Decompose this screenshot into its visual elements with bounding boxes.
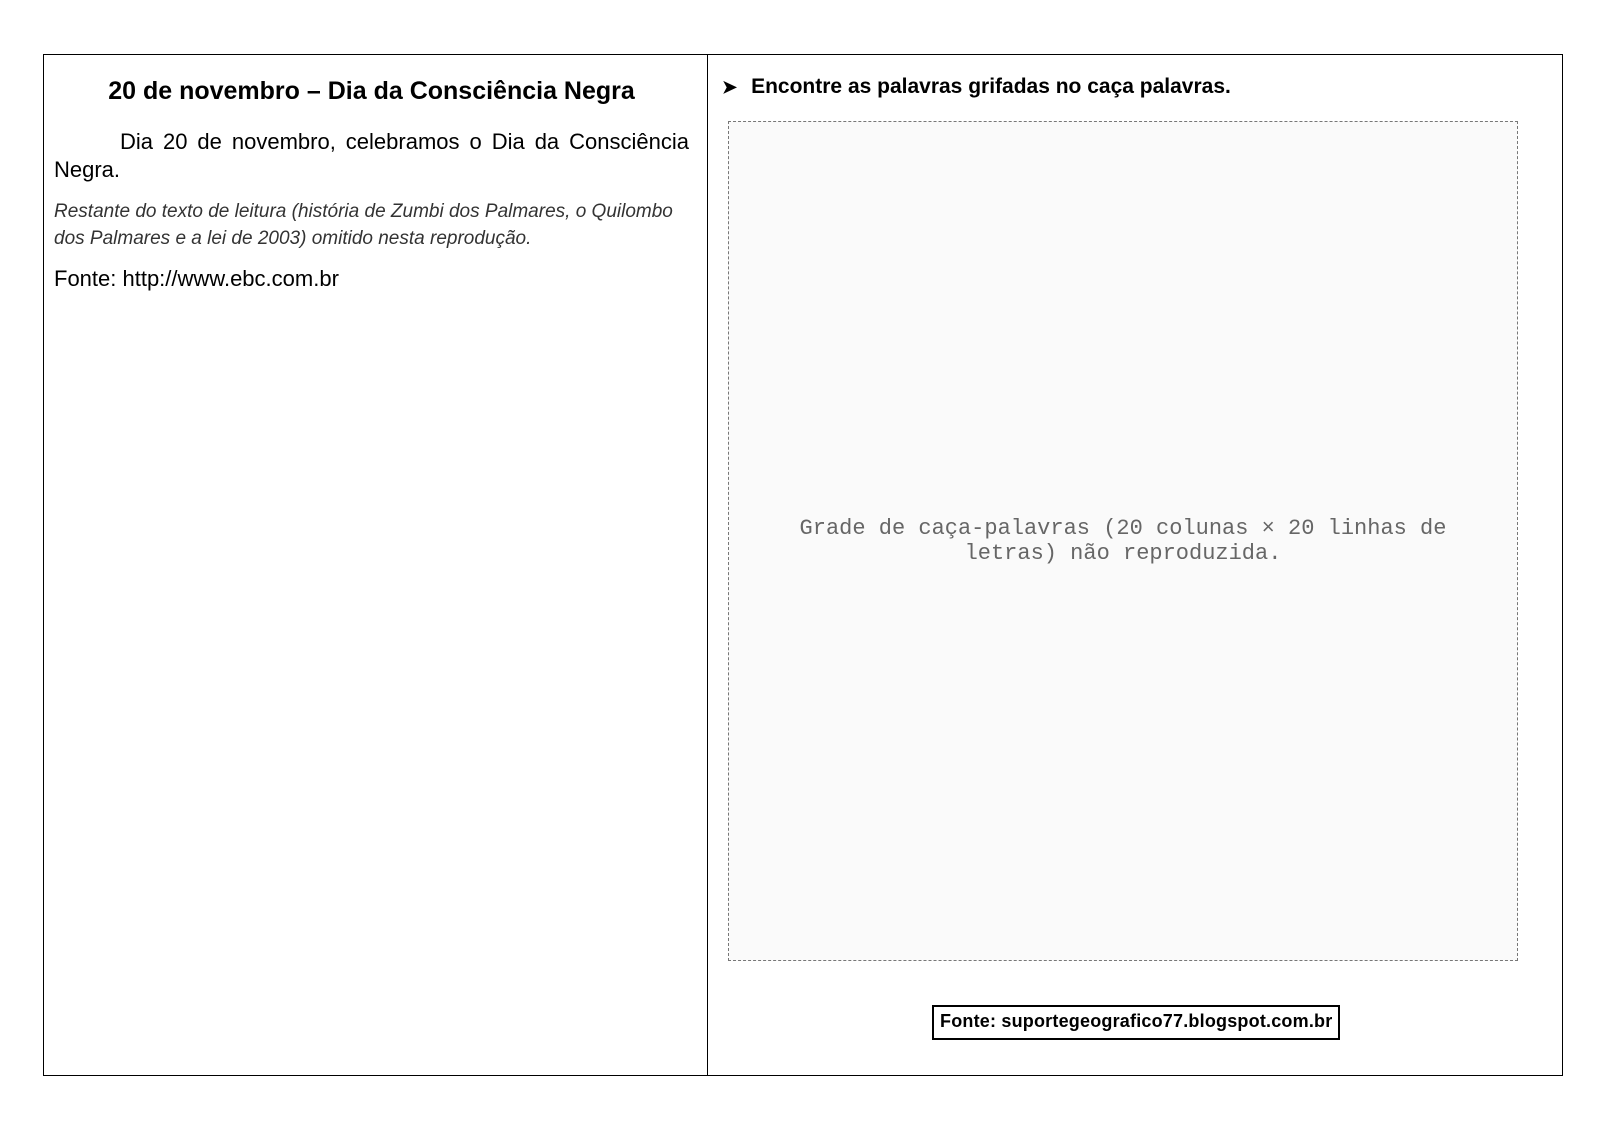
worksheet [43, 54, 1563, 1076]
footer-source: Fonte: suportegeografico77.blogspot.com.br [932, 1005, 1340, 1040]
document-title: 20 de novembro – Dia da Consciência Negra [108, 77, 635, 105]
arrowhead-right-icon: ➤ [722, 76, 738, 97]
lead-paragraph: Dia 20 de novembro, celebramos o Dia da Consciência Negra. [54, 129, 689, 182]
instruction [722, 75, 1546, 99]
puzzle-column [708, 55, 1562, 1075]
omission-note: Restante do texto de leitura (história de Zumbi dos Palmares, o Quilombo dos Palmares e a lei de 2003) omitido nesta reprodução. [54, 201, 673, 249]
text-source: Fonte: http://www.ebc.com.br [54, 266, 339, 291]
reading-column [44, 55, 708, 1075]
word-search-grid-placeholder: Grade de caça-palavras (20 colunas × 20 linhas de letras) não reproduzida. [728, 121, 1518, 961]
instruction-text: Encontre as palavras grifadas no caça palavras. [751, 75, 1231, 98]
